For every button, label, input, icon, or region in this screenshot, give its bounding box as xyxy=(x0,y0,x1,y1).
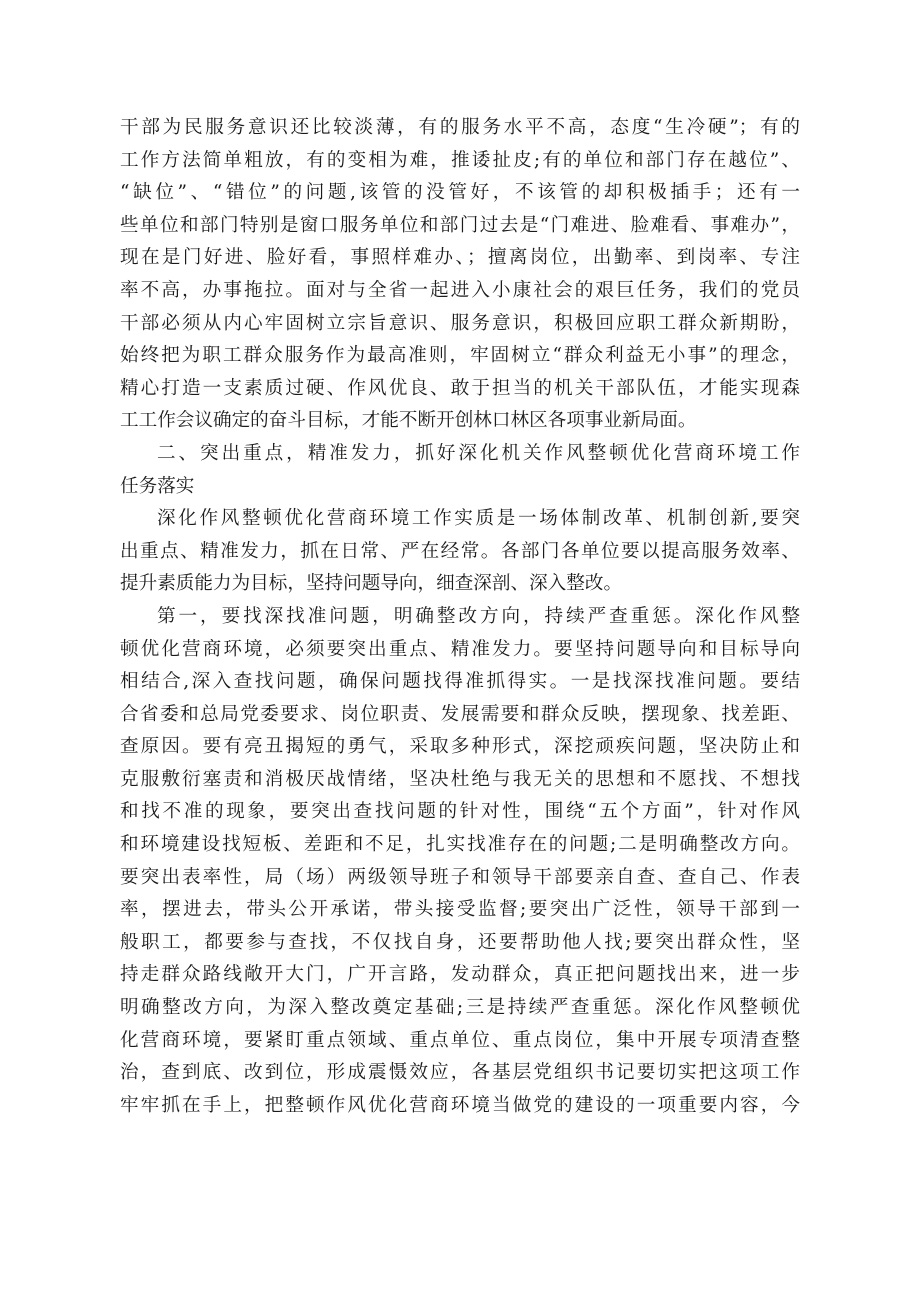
text-line: 查原因。要有亮丑揭短的勇气，采取多种形式，深挖顽疾问题，坚决防止和 xyxy=(120,736,800,758)
text-line: 和环境建设找短板、差距和不足，扎实找准存在的问题;二是明确整改方向。 xyxy=(120,834,800,856)
text-line: 第一，要找深找准问题，明确整改方向，持续严查重惩。深化作风整 xyxy=(157,605,800,627)
text-line: 精心打造一支素质过硬、作风优良、敢于担当的机关干部队伍，才能实现森 xyxy=(120,377,800,399)
text-line: 牢牢抓在手上，把整顿作风优化营商环境当做党的建设的一项重要内容，今 xyxy=(120,1094,800,1116)
section-heading-line: 二、突出重点，精准发力，抓好深化机关作风整顿优化营商环境工作 xyxy=(157,442,800,464)
body-text xyxy=(120,112,800,1122)
text-line: 始终把为职工群众服务作为最高准则，牢固树立“群众利益无小事”的理念， xyxy=(120,345,800,367)
text-line: 些单位和部门特别是窗口服务单位和部门过去是“门难进、脸难看、事难办”， xyxy=(120,214,800,236)
text-line: 克服敷衍塞责和消极厌战情绪，坚决杜绝与我无关的思想和不愿找、不想找 xyxy=(120,768,800,790)
text-line: 深化作风整顿优化营商环境工作实质是一场体制改革、机制创新,要突 xyxy=(157,508,800,530)
text-line: 持走群众路线敞开大门，广开言路，发动群众，真正把问题找出来，进一步 xyxy=(120,964,800,986)
text-line: 顿优化营商环境，必须要突出重点、精准发力。要坚持问题导向和目标导向 xyxy=(120,638,800,660)
text-line: 出重点、精准发力，抓在日常、严在经常。各部门各单位要以提高服务效率、 xyxy=(120,540,800,562)
text-line: 干部为民服务意识还比较淡薄，有的服务水平不高，态度“生冷硬”；有的 xyxy=(120,117,800,138)
section-heading-line: 任务落实 xyxy=(120,475,195,497)
text-line: 干部必须从内心牢固树立宗旨意识、服务意识，积极回应职工群众新期盼， xyxy=(120,312,800,334)
text-line: 和找不准的现象，要突出查找问题的针对性，围绕“五个方面”，针对作风 xyxy=(120,801,800,823)
text-line: 合省委和总局党委要求、岗位职责、发展需要和群众反映，摆现象、找差距、 xyxy=(120,703,800,725)
text-line: 要突出表率性，局（场）两级领导班子和领导干部要亲自查、查自己、作表 xyxy=(120,866,800,888)
text-line: 明确整改方向，为深入整改奠定基础;三是持续严查重惩。深化作风整顿优 xyxy=(120,997,800,1019)
text-line: 工作方法简单粗放，有的变相为难，推诿扯皮;有的单位和部门存在越位”、 xyxy=(120,149,800,171)
text-line: 治，查到底、改到位，形成震慑效应，各基层党组织书记要切实把这项工作 xyxy=(120,1062,800,1084)
text-line: “缺位”、“错位”的问题,该管的没管好，不该管的却积极插手；还有一 xyxy=(120,182,800,204)
text-line: 率，摆进去，带头公开承诺，带头接受监督;要突出广泛性，领导干部到一 xyxy=(120,899,800,921)
text-line: 率不高，办事拖拉。面对与全省一起进入小康社会的艰巨任务，我们的党员 xyxy=(120,279,800,301)
text-line: 相结合,深入查找问题，确保问题找得准抓得实。一是找深找准问题。要结 xyxy=(120,671,800,693)
text-line: 现在是门好进、脸好看，事照样难办、；擅离岗位，出勤率、到岗率、专注 xyxy=(120,247,800,269)
text-line: 提升素质能力为目标，坚持问题导向，细查深剖、深入整改。 xyxy=(120,573,623,595)
text-line: 化营商环境，要紧盯重点领域、重点单位、重点岗位，集中开展专项清查整 xyxy=(120,1029,800,1051)
text-line: 工工作会议确定的奋斗目标，才能不断开创林口林区各项事业新局面。 xyxy=(120,410,697,432)
text-line: 般职工，都要参与查找，不仅找自身，还要帮助他人找;要突出群众性，坚 xyxy=(120,931,800,953)
